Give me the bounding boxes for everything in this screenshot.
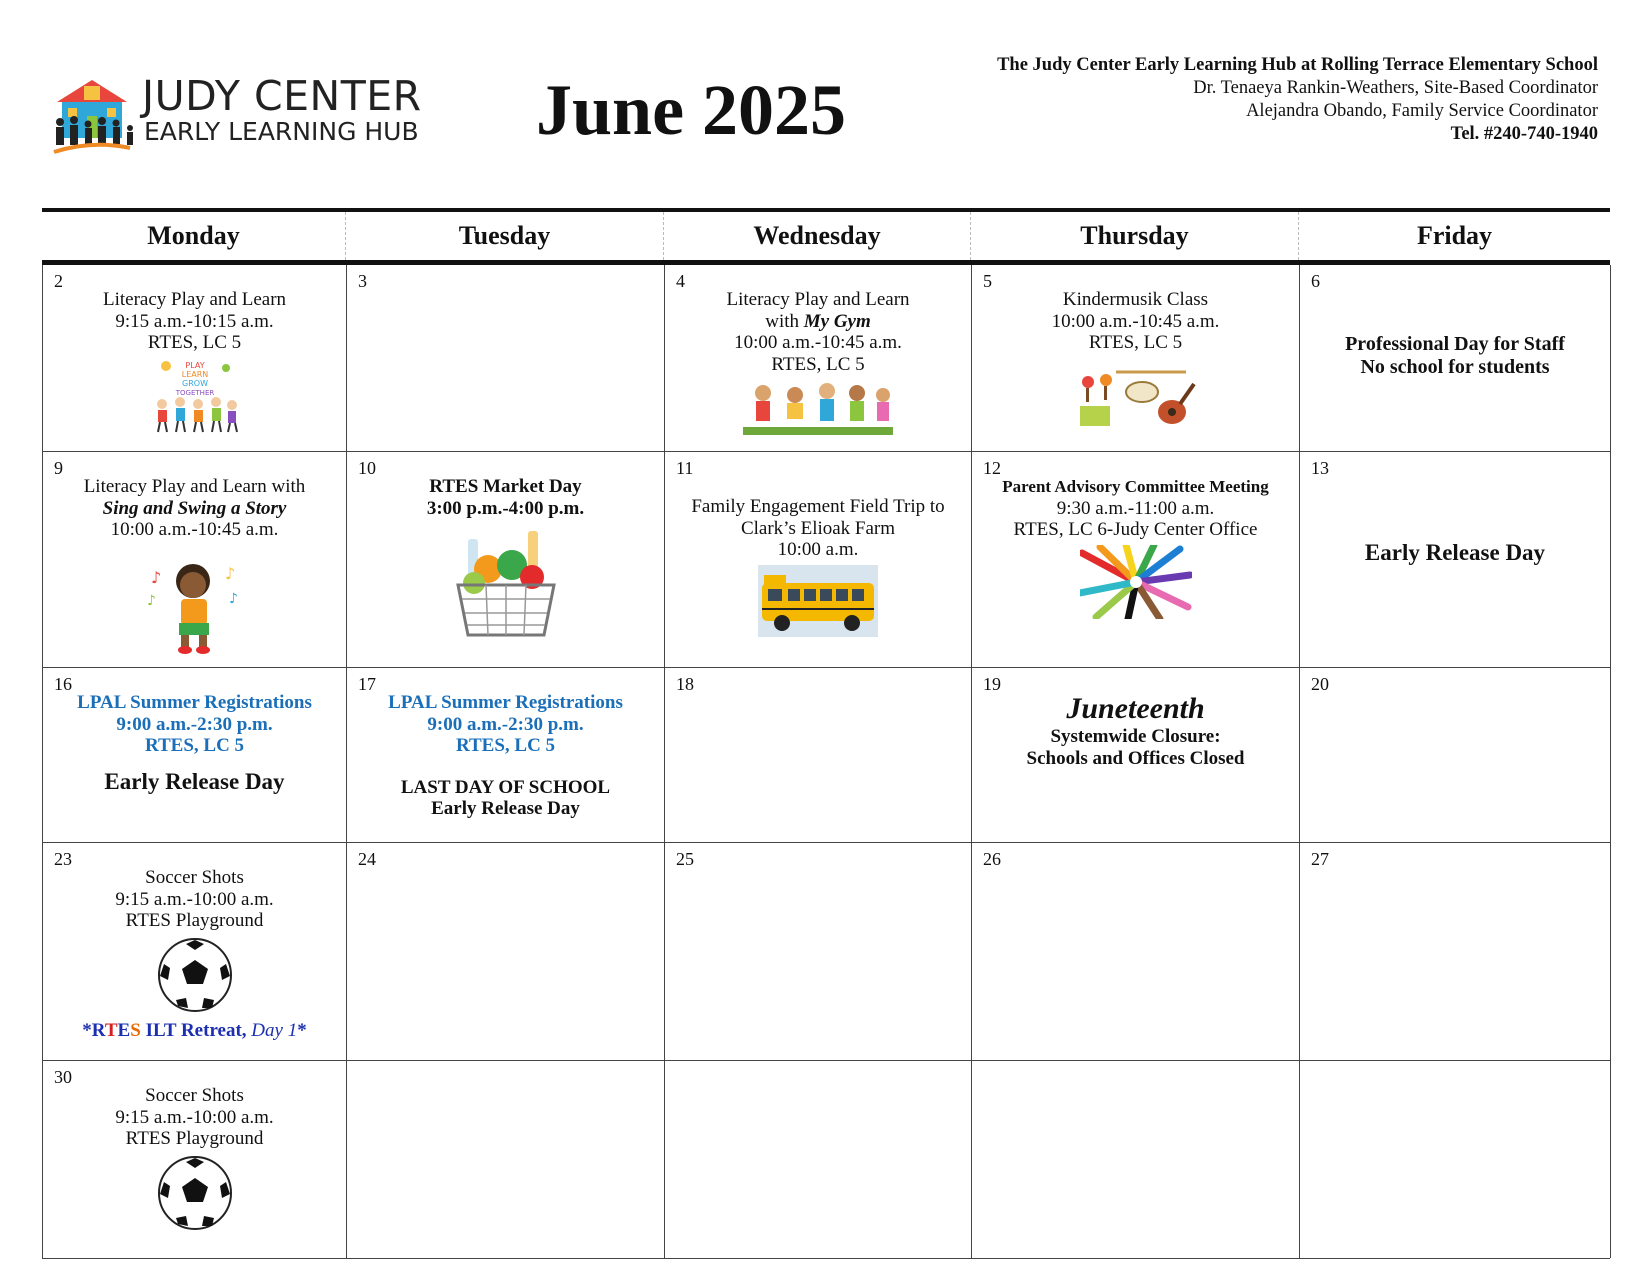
event-title: Literacy Play and Learn (102, 289, 287, 310)
retreat-star-end: * (297, 1019, 307, 1041)
empty-cell (1300, 1060, 1611, 1258)
day-cell-24 (347, 842, 665, 1060)
family-coordinator: Alejandra Obando, Family Service Coordinator (1246, 101, 1598, 121)
play-learn-grow-kids-icon (150, 358, 240, 436)
event-title: Early Release Day (1364, 540, 1546, 565)
img-text-grow: GROW (181, 378, 208, 388)
day-cell-12 (972, 451, 1300, 667)
day-number: 17 (358, 674, 376, 694)
event-partner: My Gym (803, 310, 871, 332)
img-text-learn: LEARN (181, 369, 208, 379)
retreat-ilt: ILT Retreat, (140, 1019, 247, 1041)
day-number: 20 (1311, 674, 1329, 694)
event-title: Soccer Shots (145, 867, 244, 888)
event-time: 9:15 a.m.-10:15 a.m. (115, 310, 274, 332)
event-time: 10:00 a.m. (777, 539, 859, 560)
svg-text:♪: ♪ (228, 590, 238, 607)
day-cell-25 (665, 842, 972, 1060)
weekday-header (42, 212, 1610, 260)
weekday-thursday: Thursday (971, 212, 1299, 260)
weekday-friday: Friday (1416, 221, 1493, 250)
day-number: 26 (983, 849, 1001, 869)
day-number: 2 (54, 271, 63, 291)
day-number: 24 (358, 849, 376, 869)
music-instruments-icon (1076, 368, 1196, 430)
school-family-logo-icon (52, 72, 142, 156)
day-cell-11 (665, 451, 972, 667)
event-title: Professional Day for Staff (1345, 333, 1565, 355)
empty-cell (347, 1060, 665, 1258)
event-title: Literacy Play and Learn (726, 289, 910, 310)
retreat-day: Day 1 (246, 1019, 298, 1041)
retreat-star: * (82, 1019, 92, 1041)
retreat-letter-t: T (104, 1019, 118, 1041)
event-title-line-2 (665, 311, 971, 333)
event-location: RTES, LC 5 (1088, 332, 1183, 353)
empty-cell (665, 1060, 972, 1258)
weekday-tuesday: Tuesday (346, 212, 664, 260)
event-location: RTES, LC 5 (771, 353, 865, 375)
event-time: 9:00 a.m.-2:30 p.m. (427, 713, 584, 735)
event-time: 10:00 a.m.-10:45 a.m. (734, 332, 902, 353)
svg-text:♪: ♪ (150, 567, 161, 587)
day-cell-18 (665, 667, 972, 842)
event-time: 10:00 a.m.-10:45 a.m. (110, 519, 279, 540)
day-cell-30 (43, 1060, 347, 1258)
early-release-label: Early Release Day (104, 768, 285, 794)
day-number: 10 (358, 458, 376, 478)
holiday-title: Juneteenth (1066, 692, 1205, 725)
event-title: Parent Advisory Committee Meeting (1002, 477, 1269, 496)
day-number: 11 (676, 458, 694, 478)
event-title: Kindermusik Class (1062, 289, 1209, 310)
day-number: 25 (676, 849, 694, 869)
kids-playing-icon (743, 379, 893, 435)
day-cell-10 (347, 451, 665, 667)
weekday-monday: Monday (42, 212, 346, 260)
day-cell-27 (1300, 842, 1611, 1060)
early-release-label: Early Release Day (431, 798, 580, 819)
event-time: 9:30 a.m.-11:00 a.m. (1056, 497, 1215, 519)
event-destination: Clark’s Elioak Farm (740, 517, 896, 539)
event-title: Literacy Play and Learn with (83, 476, 306, 497)
event-time: 9:15 a.m.-10:00 a.m. (115, 888, 274, 910)
event-location: RTES, LC 5 (147, 332, 242, 353)
month-title: June 2025 (536, 70, 847, 150)
day-number: 4 (676, 271, 685, 291)
event-title: Soccer Shots (145, 1085, 244, 1106)
closure-label: Systemwide Closure: (1050, 726, 1221, 747)
event-time: 3:00 p.m.-4:00 p.m. (426, 497, 585, 519)
empty-cell (972, 1060, 1300, 1258)
retreat-letter-r: R (91, 1019, 105, 1041)
retreat-note (43, 1020, 346, 1042)
day-cell-6 (1300, 265, 1611, 451)
calendar-grid (42, 265, 1610, 1259)
day-number: 6 (1311, 271, 1320, 291)
last-day-label: LAST DAY OF SCHOOL (400, 776, 611, 798)
event-title: Family Engagement Field Trip to (691, 496, 945, 517)
soccer-ball-icon (156, 936, 234, 1014)
day-cell-16 (43, 667, 347, 842)
day-cell-2 (43, 265, 347, 451)
event-location: RTES Playground (125, 1128, 264, 1149)
retreat-letter-e: E (117, 1019, 131, 1041)
soccer-ball-icon (156, 1154, 234, 1232)
day-cell-4 (665, 265, 972, 451)
retreat-letter-s: S (130, 1019, 141, 1041)
day-cell-20 (1300, 667, 1611, 842)
day-number: 5 (983, 271, 992, 291)
day-number: 18 (676, 674, 694, 694)
event-note: No school for students (1360, 356, 1550, 378)
phone-number: Tel. #240-740-1940 (1450, 124, 1598, 144)
site-coordinator: Dr. Tenaeya Rankin-Weathers, Site-Based Coordinator (1193, 78, 1598, 98)
judy-center-logo (52, 72, 432, 162)
event-location: RTES, LC 5 (144, 735, 245, 756)
svg-text:♪: ♪ (146, 592, 156, 609)
day-number: 27 (1311, 849, 1329, 869)
event-location: RTES Playground (125, 910, 264, 931)
day-number: 16 (54, 674, 72, 694)
day-number: 30 (54, 1067, 72, 1087)
day-cell-3 (347, 265, 665, 451)
event-time: 10:00 a.m.-10:45 a.m. (1051, 310, 1220, 332)
event-time: 9:00 a.m.-2:30 p.m. (116, 713, 273, 735)
day-cell-13 (1300, 451, 1611, 667)
event-program: Sing and Swing a Story (102, 497, 287, 519)
day-cell-26 (972, 842, 1300, 1060)
day-number: 23 (54, 849, 72, 869)
day-cell-19 (972, 667, 1300, 842)
event-title: LPAL Summer Registrations (388, 692, 623, 713)
day-number: 13 (1311, 458, 1329, 478)
event-title-with: with (765, 310, 804, 332)
img-text-play: PLAY (184, 360, 205, 370)
school-bus-icon (758, 565, 878, 637)
calendar (42, 208, 1610, 1259)
svg-text:♪: ♪ (224, 563, 235, 583)
day-cell-5 (972, 265, 1300, 451)
dancing-child-icon (145, 555, 245, 655)
event-location: RTES, LC 5 (455, 735, 556, 756)
colored-pencils-icon (1080, 545, 1192, 619)
day-cell-17 (347, 667, 665, 842)
day-number: 19 (983, 674, 1001, 694)
contact-info (997, 54, 1598, 146)
weekday-wednesday: Wednesday (664, 212, 971, 260)
event-location: RTES, LC 6-Judy Center Office (1013, 519, 1258, 540)
day-number: 12 (983, 458, 1001, 478)
org-name: The Judy Center Early Learning Hub at Rolling Terrace Elementary School (997, 55, 1598, 75)
event-title: RTES Market Day (429, 476, 582, 497)
brand-line-1: JUDY CENTER (142, 72, 422, 120)
closure-detail: Schools and Offices Closed (1026, 747, 1245, 769)
grocery-basket-icon (448, 525, 564, 645)
event-title: LPAL Summer Registrations (77, 692, 312, 713)
img-text-together: TOGETHER (175, 388, 214, 397)
day-cell-23 (43, 842, 347, 1060)
day-cell-9 (43, 451, 347, 667)
day-number: 3 (358, 271, 367, 291)
event-time: 9:15 a.m.-10:00 a.m. (115, 1106, 274, 1128)
day-number: 9 (54, 458, 63, 478)
brand-line-2: EARLY LEARNING HUB (144, 117, 419, 146)
